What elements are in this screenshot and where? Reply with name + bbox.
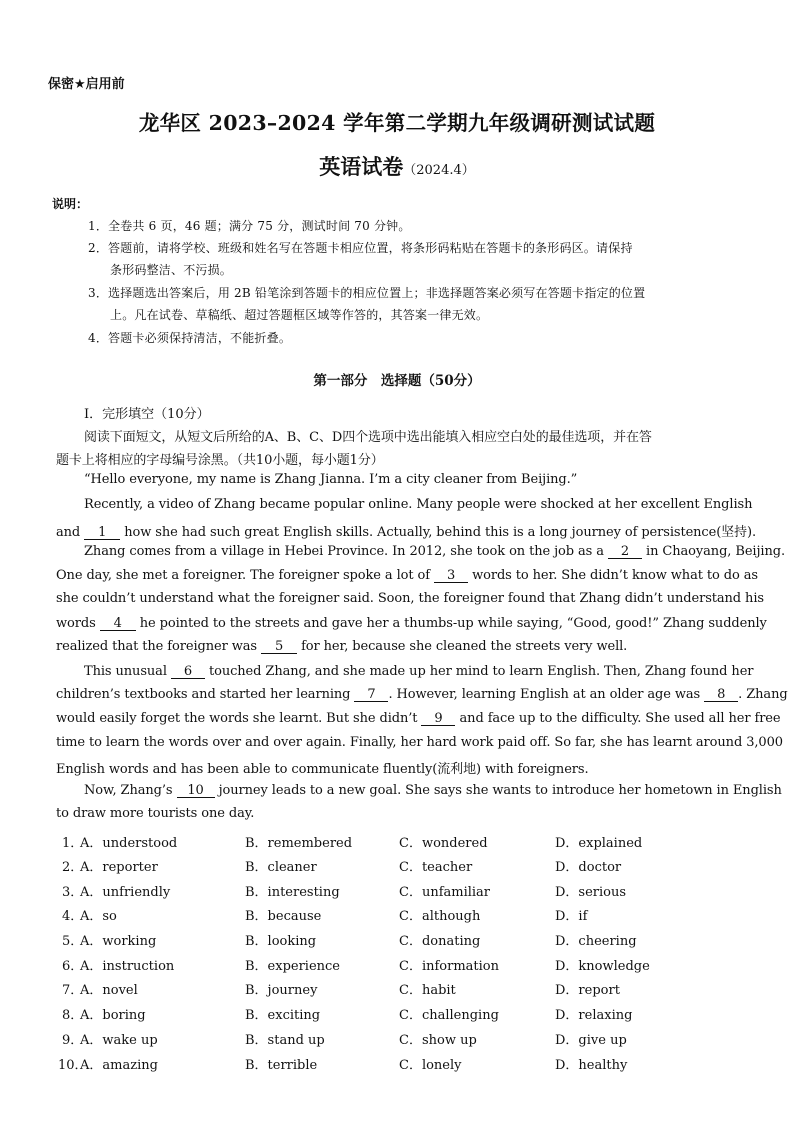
option-c: C．although (399, 909, 481, 924)
option-c: C．donating (399, 934, 481, 949)
blank-8: 8 (704, 688, 738, 702)
section-title: I．完形填空（10分） (84, 407, 210, 422)
part-title: 第一部分 选择题（50分） (313, 373, 481, 389)
option-d: D．serious (555, 885, 627, 900)
option-a: A．novel (80, 983, 138, 998)
option-c: C．teacher (399, 860, 473, 875)
option-a: A．reporter (80, 860, 158, 875)
instruction-line: 条形码整洁、不污损。 (110, 263, 233, 277)
question-number: 1． (62, 836, 84, 851)
blank-4: 4 (100, 617, 136, 631)
blank-9: 9 (421, 712, 455, 726)
passage-line: “Hello everyone, my name is Zhang Jianna. I’m a city cleaner from Beijing.” (84, 472, 578, 487)
option-b: B．remembered (245, 836, 353, 851)
option-d: D．report (555, 983, 620, 998)
passage-line: words 4 he pointed to the streets and gave her a thumbs-up while saying, “Good, good!” Zhang suddenly (56, 616, 767, 631)
option-a: A．wake up (80, 1033, 158, 1048)
passage-line: Now, Zhang’s 10 journey leads to a new goal. She says she wants to introduce her hometown in English (84, 783, 782, 798)
instruction-line: 4．答题卡必须保持清洁，不能折叠。 (88, 331, 292, 345)
option-c: C．lonely (399, 1058, 462, 1073)
blank-1: 1 (84, 526, 120, 540)
passage-line: to draw more tourists one day. (56, 806, 255, 821)
option-a: A．unfriendly (80, 885, 171, 900)
blank-3: 3 (434, 569, 468, 583)
option-a: A．boring (80, 1008, 146, 1023)
question-number: 9． (62, 1033, 84, 1048)
option-d: D．healthy (555, 1058, 628, 1073)
option-d: D．give up (555, 1033, 627, 1048)
option-a: A．amazing (80, 1058, 158, 1073)
exam-date: （2024.4） (403, 163, 475, 178)
option-c: C．unfamiliar (399, 885, 491, 900)
blank-10: 10 (177, 784, 215, 798)
confidential-label: 保密★启用前 (48, 77, 125, 92)
question-number: 8． (62, 1008, 84, 1023)
question-number: 6． (62, 959, 84, 974)
exam-subtitle (0, 151, 794, 181)
instruction-line: 3．选择题选出答案后，用 2B 铅笔涂到答题卡的相应位置上；非选择题答案必须写在答题卡指定的位置 (88, 286, 646, 300)
option-b: B．looking (245, 934, 317, 949)
passage-line: would easily forget the words she learnt. But she didn’t 9 and face up to the difficulty. She used all her free (56, 711, 781, 726)
option-b: B．experience (245, 959, 341, 974)
question-number: 10． (58, 1058, 88, 1073)
option-c: C．habit (399, 983, 456, 998)
passage-line: English words and has been able to communicate fluently(流利地) with foreigners. (56, 762, 589, 777)
passage-line: and 1 how she had such great English skills. Actually, behind this is a long journey of persistence(坚持). (56, 525, 756, 540)
instructions-heading: 说明： (52, 197, 89, 211)
option-b: B．exciting (245, 1008, 321, 1023)
option-b: B．cleaner (245, 860, 317, 875)
option-b: B．because (245, 909, 322, 924)
option-a: A．instruction (80, 959, 175, 974)
directions-line: 题卡上将相应的字母编号涂黑。（共10小题，每小题1分） (56, 453, 384, 468)
option-d: D．doctor (555, 860, 622, 875)
passage-line: Recently, a video of Zhang became popular online. Many people were shocked at her excellent English (84, 497, 753, 512)
blank-2: 2 (608, 545, 642, 559)
passage-line: children’s textbooks and started her learning 7 . However, learning English at an older age was 8 . Zhang (56, 687, 788, 702)
question-number: 2． (62, 860, 84, 875)
option-b: B．journey (245, 983, 318, 998)
option-d: D．if (555, 909, 588, 924)
passage-line: realized that the foreigner was 5 for her, because she cleaned the streets very well. (56, 639, 628, 654)
instruction-line: 1．全卷共 6 页，46 题；满分 75 分，测试时间 70 分钟。 (88, 219, 411, 233)
passage-line: Zhang comes from a village in Hebei Province. In 2012, she took on the job as a 2 in Chaoyang, Beijing. (84, 544, 785, 559)
option-a: A．working (80, 934, 157, 949)
exam-title: 龙华区 2023–2024 学年第二学期九年级调研测试试题 (138, 111, 656, 135)
passage-line: she couldn’t understand what the foreigner said. Soon, the foreigner found that Zhang didn’t understand his (56, 591, 764, 606)
option-d: D．explained (555, 836, 643, 851)
question-number: 5． (62, 934, 84, 949)
option-d: D．cheering (555, 934, 637, 949)
question-number: 7． (62, 983, 84, 998)
option-d: D．knowledge (555, 959, 650, 974)
passage-line: One day, she met a foreigner. The foreigner spoke a lot of 3 words to her. She didn’t know what to do as (56, 568, 758, 583)
directions-line: 阅读下面短文，从短文后所给的A、B、C、D四个选项中选出能填入相应空白处的最佳选项，并在答 (84, 430, 652, 445)
option-c: C．wondered (399, 836, 488, 851)
option-c: C．information (399, 959, 499, 974)
passage-line: time to learn the words over and over again. Finally, her hard work paid off. So far, she has learnt around 3,000 (56, 735, 783, 750)
instruction-line: 上。凡在试卷、草稿纸、超过答题框区域等作答的，其答案一律无效。 (110, 308, 489, 322)
option-a: A．so (80, 909, 117, 924)
option-b: B．stand up (245, 1033, 325, 1048)
blank-7: 7 (354, 688, 388, 702)
option-b: B．interesting (245, 885, 340, 900)
option-a: A．understood (80, 836, 178, 851)
instruction-line: 2．答题前，请将学校、班级和姓名写在答题卡相应位置，将条形码粘贴在答题卡的条形码区。请保持 (88, 241, 633, 255)
passage-line: This unusual 6 touched Zhang, and she made up her mind to learn English. Then, Zhang found her (84, 664, 754, 679)
option-c: C．challenging (399, 1008, 499, 1023)
option-c: C．show up (399, 1033, 477, 1048)
blank-6: 6 (171, 665, 205, 679)
question-number: 3． (62, 885, 84, 900)
option-d: D．relaxing (555, 1008, 633, 1023)
subject-name: 英语试卷 (319, 154, 404, 179)
blank-5: 5 (261, 640, 297, 654)
option-b: B．terrible (245, 1058, 318, 1073)
question-number: 4． (62, 909, 84, 924)
